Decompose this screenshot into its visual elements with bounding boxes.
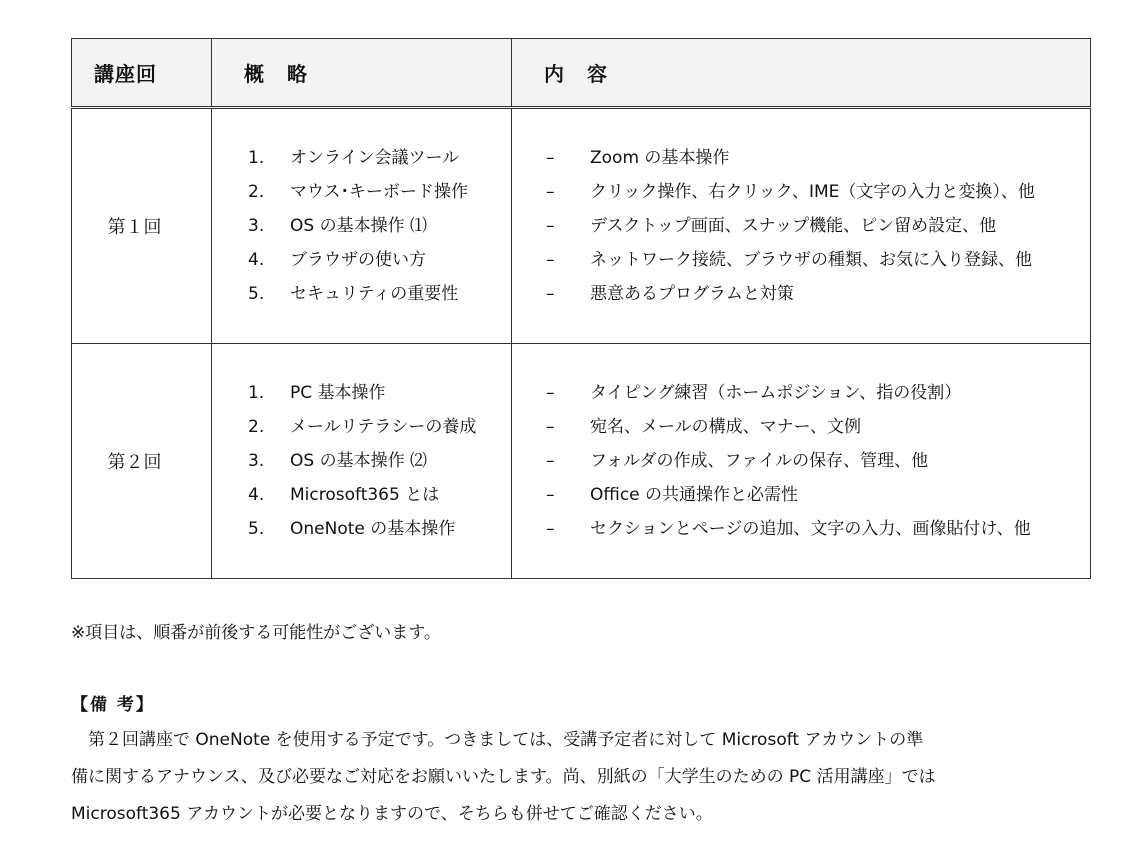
remarks-heading: 【備 考】 <box>71 695 155 715</box>
content-cell <box>512 108 1091 344</box>
item-text: Microsoft365 とは <box>290 485 440 505</box>
header-session: 講座回 <box>72 39 212 108</box>
remarks-body <box>71 722 1071 833</box>
dash-marker: – <box>546 383 555 403</box>
detail-text: フォルダの作成、ファイルの保存、管理、他 <box>590 451 929 471</box>
content-cell <box>512 344 1091 579</box>
dash-marker: – <box>546 284 555 304</box>
list-item <box>248 444 511 478</box>
item-number: 5. <box>248 519 265 539</box>
item-number: 3. <box>248 216 265 236</box>
list-item <box>546 410 1090 444</box>
item-text: オンライン会議ツール <box>290 148 460 168</box>
item-text: OS の基本操作 ⑴ <box>290 216 427 236</box>
item-number: 1. <box>248 383 265 403</box>
dash-marker: – <box>546 485 555 505</box>
detail-text: タイピング練習（ホームポジション、指の役割） <box>590 383 962 403</box>
dash-marker: – <box>546 250 555 270</box>
item-number: 2. <box>248 417 265 437</box>
detail-text: 宛名、メールの構成、マナー、文例 <box>590 417 861 437</box>
list-item <box>546 141 1090 175</box>
item-number: 4. <box>248 250 265 270</box>
dash-marker: – <box>546 148 555 168</box>
detail-text: セクションとページの追加、文字の入力、画像貼付け、他 <box>590 519 1031 539</box>
item-text: PC 基本操作 <box>290 383 386 403</box>
item-text: ブラウザの使い方 <box>290 250 426 270</box>
table-header-row <box>72 39 1091 108</box>
order-note: ※項目は、順番が前後する可能性がございます。 <box>71 623 441 643</box>
overview-cell <box>212 344 512 579</box>
list-item <box>546 512 1090 546</box>
item-text: セキュリティの重要性 <box>290 284 459 304</box>
item-number: 1. <box>248 148 265 168</box>
item-number: 5. <box>248 284 265 304</box>
detail-text: Zoom の基本操作 <box>590 148 730 168</box>
list-item <box>546 209 1090 243</box>
dash-marker: – <box>546 451 555 471</box>
item-number: 4. <box>248 485 265 505</box>
overview-list <box>212 141 511 311</box>
session-name: 第１回 <box>72 108 212 344</box>
item-number: 2. <box>248 182 265 202</box>
dash-marker: – <box>546 216 555 236</box>
list-item <box>248 243 511 277</box>
list-item <box>546 478 1090 512</box>
overview-cell <box>212 108 512 344</box>
item-number: 3. <box>248 451 265 471</box>
dash-marker: – <box>546 417 555 437</box>
list-item <box>248 478 511 512</box>
dash-marker: – <box>546 519 555 539</box>
list-item <box>546 277 1090 311</box>
remarks-line: 第２回講座で OneNote を使用する予定です。つきましては、受講予定者に対して Microsoft アカウントの準 <box>71 730 924 750</box>
list-item <box>248 141 511 175</box>
list-item <box>248 175 511 209</box>
detail-text: 悪意あるプログラムと対策 <box>590 284 794 304</box>
overview-list <box>212 376 511 546</box>
header-overview: 概 略 <box>212 39 512 108</box>
list-item <box>546 175 1090 209</box>
item-text: OneNote の基本操作 <box>290 519 456 539</box>
item-text: メールリテラシーの養成 <box>290 417 477 437</box>
list-item <box>248 209 511 243</box>
list-item <box>248 410 511 444</box>
remarks-line: 備に関するアナウンス、及び必要なご対応をお願いいたします。尚、別紙の「大学生のための PC 活用講座」では <box>71 767 936 787</box>
session-row-1 <box>72 108 1091 344</box>
content-list <box>512 376 1090 546</box>
detail-text: デスクトップ画面、スナップ機能、ピン留め設定、他 <box>590 216 997 236</box>
item-text: OS の基本操作 ⑵ <box>290 451 427 471</box>
course-schedule-table <box>71 38 1091 579</box>
list-item <box>546 243 1090 277</box>
item-text: マウス･キーボード操作 <box>290 182 468 202</box>
detail-text: クリック操作、右クリック、IME（文字の入力と変換）、他 <box>590 182 1035 202</box>
header-content: 内 容 <box>512 39 1091 108</box>
dash-marker: – <box>546 182 555 202</box>
list-item <box>248 512 511 546</box>
detail-text: Office の共通操作と必需性 <box>590 485 799 505</box>
list-item <box>248 376 511 410</box>
list-item <box>248 277 511 311</box>
remarks-line: Microsoft365 アカウントが必要となりますので、そちらも併せてご確認ください。 <box>71 804 713 824</box>
list-item <box>546 376 1090 410</box>
list-item <box>546 444 1090 478</box>
session-row-2 <box>72 344 1091 579</box>
content-list <box>512 141 1090 311</box>
session-name: 第２回 <box>72 344 212 579</box>
detail-text: ネットワーク接続、ブラウザの種類、お気に入り登録、他 <box>590 250 1032 270</box>
